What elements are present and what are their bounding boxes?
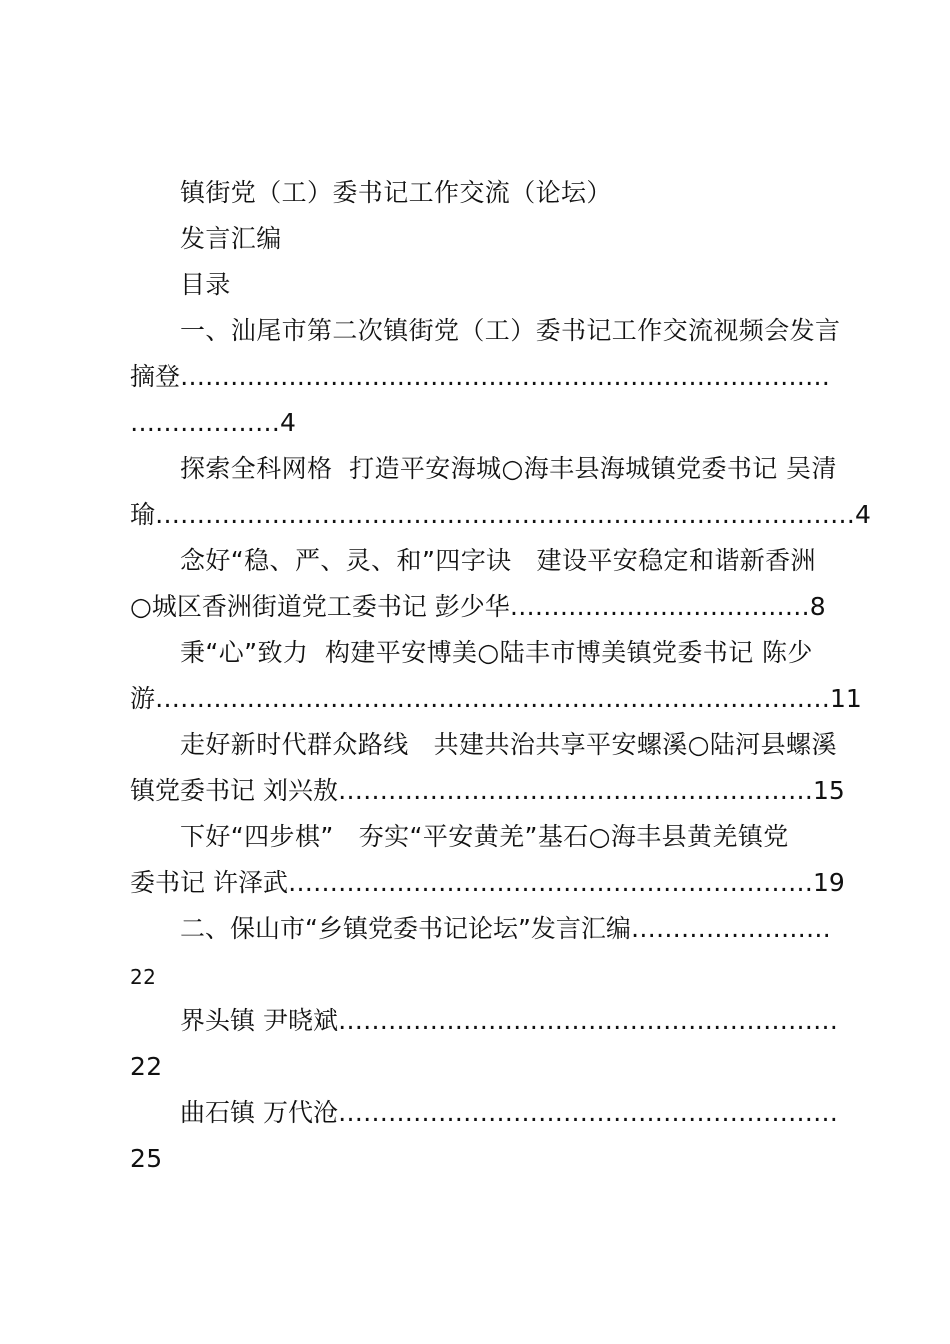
toc-entry-5-line-2: 委书记 许泽武………………………………………………………19: [130, 868, 845, 897]
toc-entry-5-line-1: 下好“四步棋” 夯实“平安黄羌”基石○海丰县黄羌镇党: [180, 822, 789, 851]
toc-entry-4-line-1: 走好新时代群众路线 共建共治共享平安螺溪○陆河县螺溪: [180, 730, 837, 759]
toc-entry-7-line-1: 曲石镇 万代沧……………………………………………………: [180, 1098, 838, 1127]
toc-entry-1-line-2: 瑜…………………………………………………………………………4: [130, 500, 871, 529]
toc-heading: 目录: [180, 270, 231, 299]
toc-entry-1-line-1: 探索全科网格 打造平安海城○海丰县海城镇党委书记 吴清: [180, 454, 837, 483]
toc-section-1-line-1: 一、汕尾市第二次镇街党（工）委书记工作交流视频会发言: [180, 316, 841, 345]
toc-section-2-line-1: 二、保山市“乡镇党委书记论坛”发言汇编……………………: [180, 914, 831, 943]
document-subtitle: 发言汇编: [180, 224, 282, 253]
toc-entry-6-page: 22: [130, 1052, 163, 1081]
toc-entry-3-line-2: 游………………………………………………………………………11: [130, 684, 862, 713]
toc-entry-7-page: 25: [130, 1144, 163, 1173]
toc-entry-2-line-1: 念好“稳、严、灵、和”四字诀 建设平安稳定和谐新香洲: [180, 546, 816, 575]
toc-section-1-line-3: ………………4: [130, 408, 296, 437]
toc-section-2-page: 22: [130, 965, 157, 989]
toc-entry-2-line-2: ○城区香洲街道党工委书记 彭少华………………………………8: [130, 592, 826, 621]
document-title: 镇街党（工）委书记工作交流（论坛）: [180, 178, 612, 207]
toc-entry-4-line-2: 镇党委书记 刘兴敖…………………………………………………15: [130, 776, 845, 805]
toc-entry-6-line-1: 界头镇 尹晓斌……………………………………………………: [180, 1006, 838, 1035]
toc-section-1-line-2: 摘登……………………………………………………………………: [130, 362, 831, 391]
toc-entry-3-line-1: 秉“心”致力 构建平安博美○陆丰市博美镇党委书记 陈少: [180, 638, 813, 667]
